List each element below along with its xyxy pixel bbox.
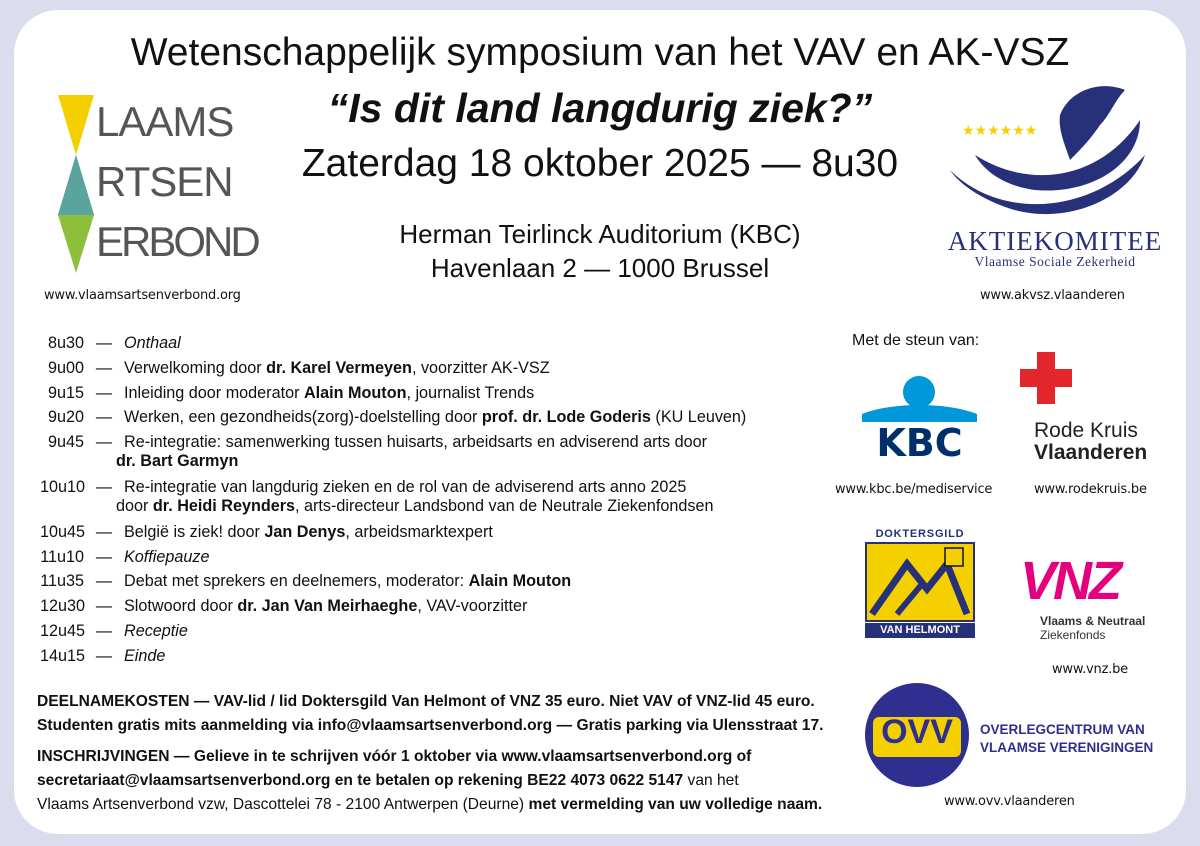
program-text-b: dr. Jan Van Meirhaeghe — [237, 597, 418, 616]
program-row — [40, 405, 840, 430]
program-text-b: Alain Mouton — [468, 572, 572, 591]
fee-text2: Studenten gratis mits aanmelding via info@vlaamsartsenverbond.org — Gratis parking via Ulensstraat 17. — [37, 717, 824, 734]
doktersgild-mark-icon — [867, 544, 973, 620]
reg-text1: INSCHRIJVINGEN — Gelieve in te schrijven vóór 1 oktober via www.vlaamsartsenverbond.org of — [37, 748, 752, 765]
program-text-b: Alain Mouton — [303, 383, 407, 402]
program-text-a: Re-integratie: samenwerking tussen huisarts, arbeidsarts en adviserend arts door — [124, 433, 708, 452]
vav-logo-line1: LAAMS — [96, 98, 234, 145]
event-title: Wetenschappelijk symposium van het VAV en AK-VSZ — [130, 31, 1070, 74]
program-time: 9u00 — [47, 358, 84, 377]
program-text — [124, 520, 840, 545]
reg-text3a: Vlaams Artsenverbond vzw, Dascottelei 78 - 2100 Antwerpen (Deurne) — [37, 796, 525, 813]
program-text-a: Verwelkoming door — [124, 358, 267, 377]
vav-logo-line2: RTSEN — [96, 158, 233, 205]
fee-text1: DEELNAMEKOSTEN — VAV-lid / lid Doktersgild Van Helmont of VNZ 35 euro. Niet VAV of VNZ-lid 45 euro. — [37, 693, 815, 710]
program-time: 11u10 — [40, 547, 84, 566]
program-text-b: dr. Karel Vermeyen — [266, 358, 412, 377]
svg-text:★★★★★★: ★★★★★★ — [962, 123, 1038, 139]
program-row — [40, 619, 840, 644]
event-date: Zaterdag 18 oktober 2025 — 8u30 — [301, 142, 899, 185]
program-time: 9u15 — [47, 383, 84, 402]
program-text-a: Debat met sprekers en deelnemers, moderator: — [124, 572, 469, 591]
program-text — [124, 619, 840, 644]
ovv-line1: OVERLEGCENTRUM VAN — [980, 722, 1145, 737]
vav-logo — [58, 95, 258, 275]
program-text — [124, 569, 840, 594]
program-time: 11u35 — [40, 572, 84, 591]
program-time: 10u45 — [40, 522, 86, 541]
doktersgild-logo — [865, 528, 975, 638]
akvsz-url[interactable]: www.akvsz.vlaanderen — [980, 288, 1125, 303]
program-text-a: Onthaal — [124, 334, 181, 352]
program-text-a: Werken, een gezondheids(zorg)-doelstelling door — [124, 408, 482, 427]
program-time: 12u30 — [40, 597, 86, 616]
fee-line2 — [37, 714, 867, 738]
kbc-url[interactable]: www.kbc.be/mediservice — [835, 482, 993, 497]
doktersgild-top: DOKTERSGILD — [875, 528, 965, 540]
reg-line3 — [37, 793, 867, 817]
ovv-emblem — [865, 683, 969, 787]
program-text-l2b: dr. Heidi Reynders — [152, 496, 296, 515]
program-time: 10u10 — [40, 477, 86, 496]
program-text — [124, 356, 840, 381]
rodekruis-line2: Vlaanderen — [1034, 441, 1148, 464]
program-text — [124, 331, 840, 356]
program-row — [40, 331, 840, 356]
program-time: 9u20 — [47, 408, 84, 427]
akvsz-emblem — [940, 80, 1170, 225]
fee-line1 — [37, 690, 867, 714]
program-dash: — — [95, 572, 113, 591]
program-text-b: prof. dr. Lode Goderis — [481, 408, 651, 427]
program-row — [40, 381, 840, 406]
program-dash: — — [95, 408, 113, 427]
program-text-a: Re-integratie van langdurig zieken en de rol van de adviserend arts anno 2025 — [124, 477, 687, 496]
vnz-line2: Ziekenfonds — [1040, 628, 1106, 642]
program-text-b: Jan Denys — [264, 522, 346, 541]
program-text — [124, 405, 840, 430]
reg-line1 — [37, 745, 867, 769]
program-time: 14u15 — [40, 646, 86, 665]
program-text-c: , voorzitter AK-VSZ — [411, 358, 550, 377]
program-row — [40, 594, 840, 619]
program-time: 12u45 — [40, 621, 86, 640]
kbc-name: KBC — [876, 421, 963, 465]
ovv-mark: OVV — [881, 713, 953, 751]
program-list — [40, 331, 840, 669]
program-row — [40, 520, 840, 545]
program-text — [124, 594, 840, 619]
program-text-c: , journalist Trends — [406, 383, 535, 402]
program-dash: — — [95, 547, 113, 566]
program-time: 9u45 — [47, 433, 84, 452]
program-dash: — — [95, 646, 113, 665]
program-dash: — — [95, 358, 113, 377]
ovv-url[interactable]: www.ovv.vlaanderen — [944, 794, 1075, 809]
reg-text2a: secretariaat@vlaamsartsenverbond.org en te betalen op rekening BE22 4073 0622 5147 — [37, 772, 684, 789]
program-dash: — — [95, 522, 113, 541]
program-text-a: Einde — [124, 646, 166, 665]
reg-line2 — [37, 769, 867, 793]
program-text-a: Inleiding door moderator — [124, 383, 304, 402]
program-text — [124, 545, 840, 570]
akvsz-logo — [940, 80, 1170, 270]
program-row — [40, 569, 840, 594]
kbc-logo — [862, 372, 977, 467]
program-text-a: Receptie — [124, 621, 188, 640]
vav-logo-line3: ERBOND — [96, 218, 258, 265]
program-text-a: België is ziek! door — [124, 522, 265, 541]
rodekruis-url[interactable]: www.rodekruis.be — [1034, 482, 1147, 497]
program-text-a: Slotwoord door — [124, 597, 238, 616]
reg-text2b: van het — [683, 772, 739, 789]
venue-name: Herman Teirlinck Auditorium (KBC) — [399, 219, 801, 249]
vnz-line1: Vlaams & Neutraal — [1040, 614, 1146, 628]
vav-url[interactable]: www.vlaamsartsenverbond.org — [44, 288, 241, 303]
program-text-c: (KU Leuven) — [650, 408, 747, 427]
venue-address: Havenlaan 2 — 1000 Brussel — [430, 253, 770, 283]
program-row — [40, 644, 840, 669]
ovv-line2: VLAAMSE VERENIGINGEN — [980, 740, 1154, 755]
vnz-url[interactable]: www.vnz.be — [1052, 662, 1128, 677]
reg-text3b: met vermelding van uw volledige naam. — [524, 796, 823, 813]
program-row — [40, 545, 840, 570]
akvsz-subtitle: Vlaamse Sociale Zekerheid — [974, 254, 1136, 269]
sponsors-label: Met de steun van: — [852, 332, 980, 349]
program-dash: — — [95, 477, 113, 496]
doktersgild-emblem — [865, 542, 975, 622]
program-dash: — — [95, 433, 113, 452]
program-dash: — — [95, 334, 113, 352]
program-text-l2a: door — [116, 496, 153, 515]
program-text-c: , VAV-voorzitter — [417, 597, 528, 616]
event-subtitle: “Is dit land langdurig ziek?” — [327, 85, 873, 131]
program-dash: — — [95, 621, 113, 640]
program-row — [40, 356, 840, 381]
program-text-c: , arbeidsmarktexpert — [345, 522, 493, 541]
program-text-a: Koffiepauze — [124, 547, 210, 566]
rodekruis-line1: Rode Kruis — [1034, 419, 1138, 442]
akvsz-name: AKTIEKOMITEE — [947, 226, 1163, 256]
program-dash: — — [95, 597, 113, 616]
program-time: 8u30 — [47, 334, 84, 352]
program-text-l2b: dr. Bart Garmyn — [116, 451, 239, 470]
program-dash: — — [95, 383, 113, 402]
red-cross-icon — [1020, 352, 1072, 404]
program-text — [124, 381, 840, 406]
vnz-mark: VNZ — [1020, 551, 1119, 611]
program-text-l2c: , arts-directeur Landsbond van de Neutrale Ziekenfondsen — [295, 496, 714, 515]
program-text — [124, 644, 840, 669]
doktersgild-bottom: VAN HELMONT — [865, 623, 975, 638]
